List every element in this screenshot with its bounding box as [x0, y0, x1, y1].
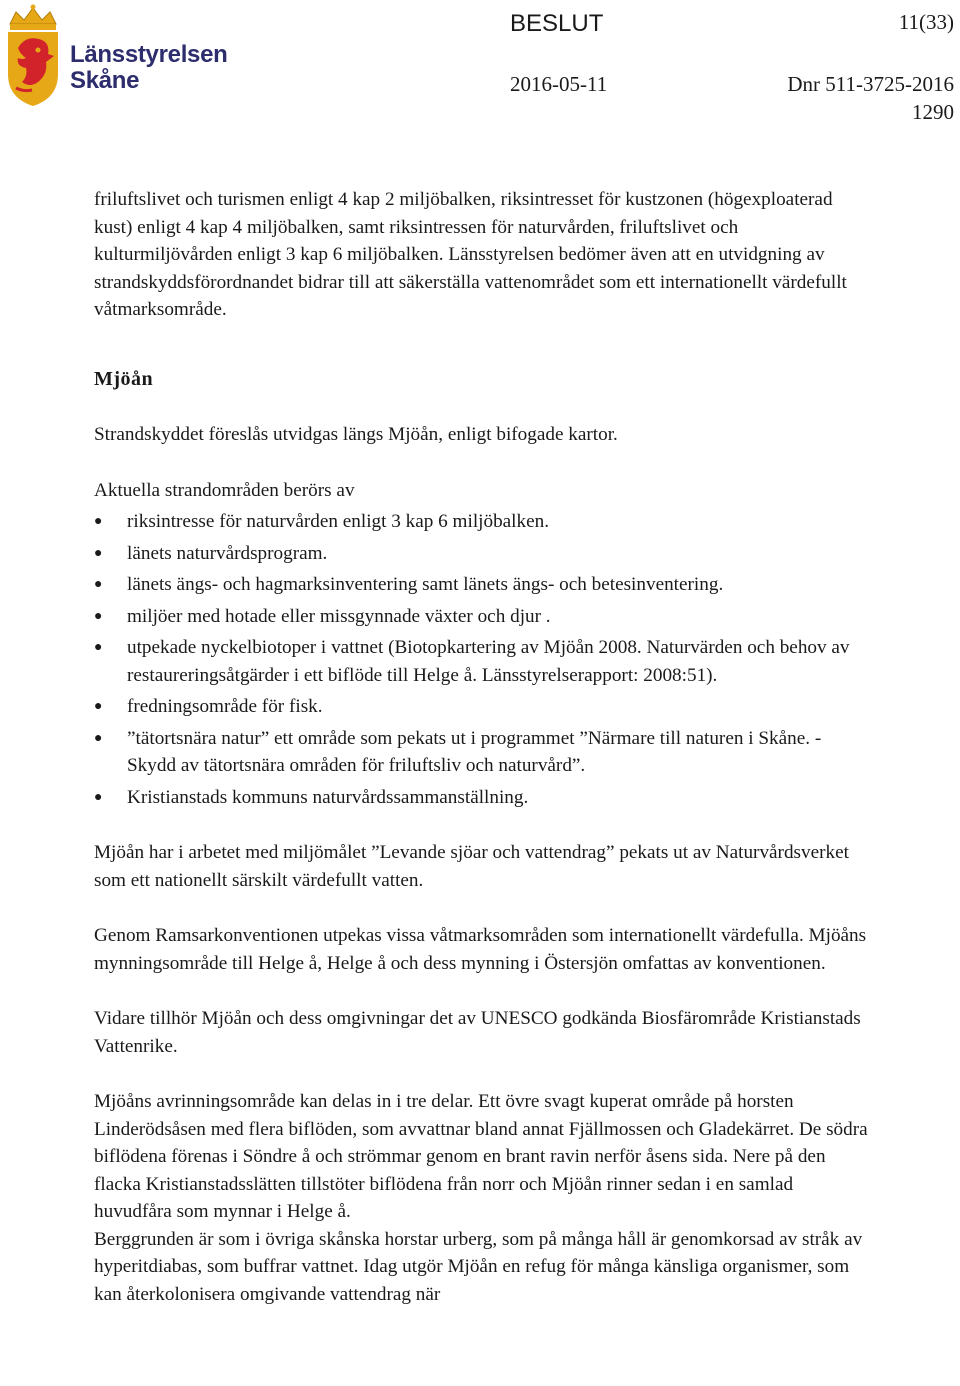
registration-number-continued: 1290: [912, 100, 954, 124]
organization-name-line1: Länsstyrelsen: [70, 41, 228, 68]
list-item: ● ”tätortsnära natur” ett område som pekats ut i programmet ”Närmare till naturen i Skåne. - Skydd av tätortsnära områden för friluftsliv och naturvård”.: [94, 725, 874, 780]
paragraph: Vidare tillhör Mjöån och dess omgivningar det av UNESCO godkända Biosfärområde Kristianstads Vattenrike.: [94, 1008, 861, 1057]
document-header: [0, 0, 960, 130]
document-type: BESLUT: [510, 10, 604, 37]
section-heading: Mjöån: [94, 367, 154, 390]
paragraph: Genom Ramsarkonventionen utpekas vissa våtmarksområden som internationellt värdefulla. Mjöåns mynningsområde till Helge å, Helge å och dess mynning i Östersjön omfattas av konventionen.: [94, 925, 867, 974]
list-item: ● fredningsområde för fisk.: [94, 693, 874, 721]
affected-interests-list: [94, 508, 874, 811]
paragraph: Mjöåns avrinningsområde kan delas in i tre delar. Ett övre svagt kuperat område på horsten Linderödsåsen med flera biflöden, som avvattnar bland annat Fjällmossen och Gladekärret. De södra biflödena förenas i Söndre å och strömmar genom en brant ravin nerför åsens sida. Nere på den flacka Kristianstadsslätten tillstöter biflödena från norr och Mjöån rinner sedan i en samlad huvudfåra som mynnar i Helge å.: [94, 1091, 868, 1222]
list-item: ● länets ängs- och hagmarksinventering samt länets ängs- och betesinventering.: [94, 571, 874, 599]
document-body: [94, 186, 874, 1308]
paragraph: Berggrunden är som i övriga skånska horstar urberg, som på många håll är genomkorsad av stråk av hyperitdiabas, som buffrar vattnet. Idag utgör Mjöån en refug för många känsliga organismer, som kan återkolonisera omgivande vattendrag när: [94, 1228, 863, 1305]
list-item: ● miljöer med hotade eller missgynnade växter och djur .: [94, 603, 874, 631]
list-item: ● utpekade nyckelbiotoper i vattnet (Biotopkartering av Mjöån 2008. Naturvärden och behov av restaureringsåtgärder i ett biflöde till Helge å. Länsstyrelserapport: 2008:51).: [94, 634, 874, 689]
paragraph: Mjöån har i arbetet med miljömålet ”Levande sjöar och vattendrag” pekats ut av Naturvårdsverket som ett nationellt särskilt värdefullt vatten.: [94, 842, 849, 891]
organization-logo: [2, 4, 228, 108]
list-item: ● riksintresse för naturvården enligt 3 kap 6 miljöbalken.: [94, 508, 874, 536]
griffin-crest-icon: [2, 4, 64, 108]
document-date: 2016-05-11: [510, 72, 608, 96]
proposal-paragraph: Strandskyddet föreslås utvidgas längs Mjöån, enligt bifogade kartor.: [94, 424, 618, 445]
intro-paragraph: friluftslivet och turismen enligt 4 kap 2 miljöbalken, riksintresset för kustzonen (högexploaterad kust) enligt 4 kap 4 miljöbalken, samt riksintressen för naturvården, friluftslivet och kulturmiljövården enligt 3 kap 6 miljöbalken. Länsstyrelsen bedömer även att en utvidgning av strandskyddsförordnandet bidrar till att säkerställa vattenområdet som ett internationellt värdefullt våtmarksområde.: [94, 189, 847, 320]
organization-name: [70, 42, 228, 94]
list-intro: Aktuella strandområden berörs av: [94, 479, 355, 501]
organization-name-line2: Skåne: [70, 67, 140, 94]
list-item: ● Kristianstads kommuns naturvårdssammanställning.: [94, 784, 874, 812]
list-item: ● länets naturvårdsprogram.: [94, 540, 874, 568]
registration-number: Dnr 511-3725-2016: [787, 72, 954, 96]
page-number: 11(33): [898, 10, 954, 34]
